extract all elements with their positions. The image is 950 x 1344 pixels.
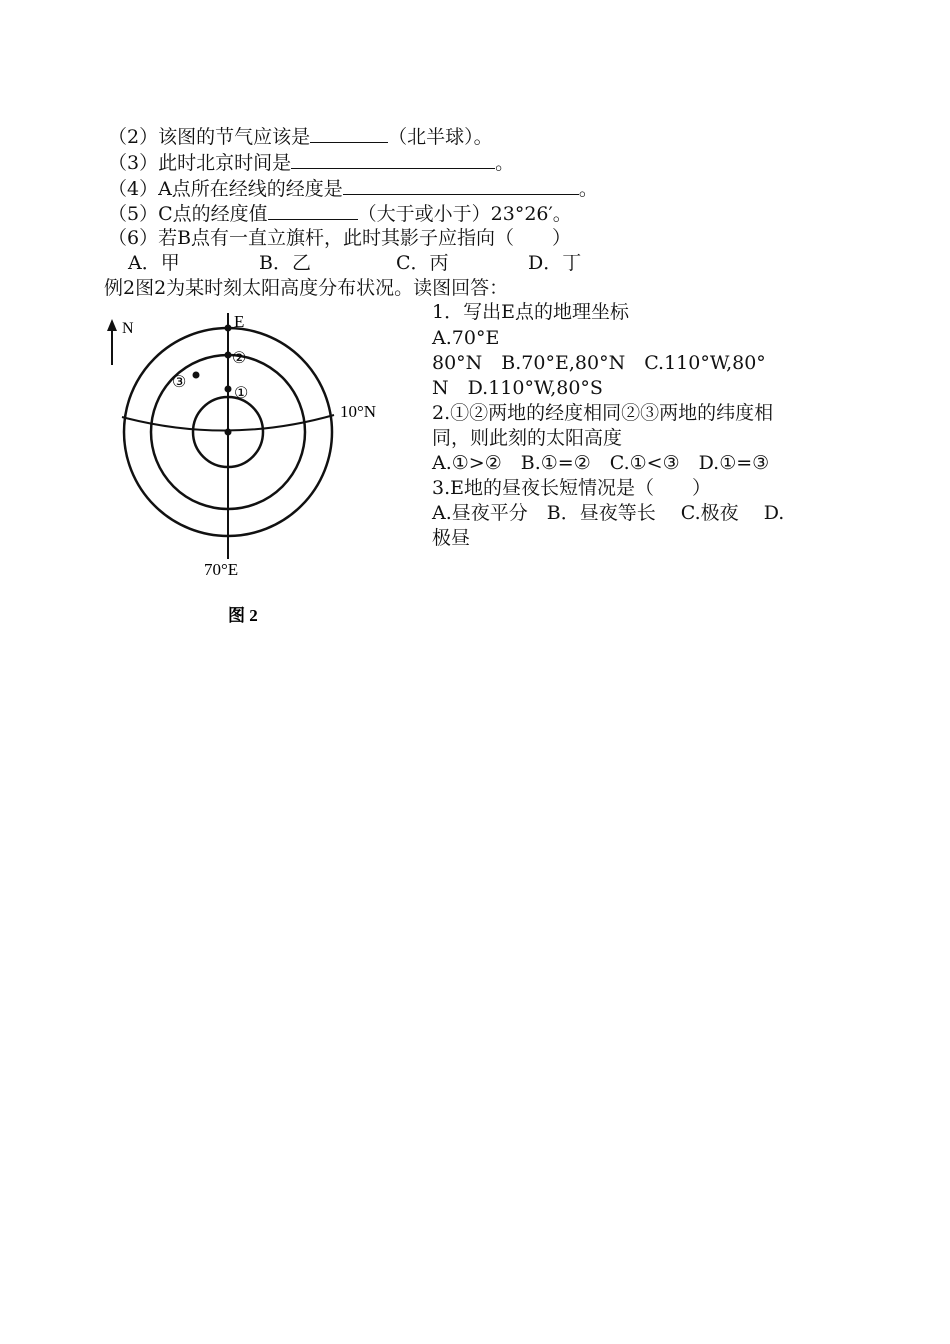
point-e-label: E — [234, 312, 245, 331]
question-3: （3）此时北京时间是 。 — [108, 152, 515, 174]
center-point — [225, 429, 232, 436]
ex2-q3: 3.E地的昼夜长短情况是（ ） — [432, 477, 711, 499]
ex2-q3-options-cont: 极昼 — [432, 527, 471, 549]
example-2-intro: 例2图2为某时刻太阳高度分布状况。读图回答： — [104, 277, 509, 299]
ex2-q2-cont: 同，则此刻的太阳高度 — [432, 427, 623, 449]
longitude-label: 70°E — [204, 560, 239, 579]
figure-caption: 图 2 — [228, 606, 258, 625]
option-a[interactable]: A．甲 — [128, 252, 180, 274]
option-c[interactable]: C．丙 — [396, 252, 449, 274]
answer-blank[interactable] — [268, 201, 358, 220]
answer-blank[interactable] — [291, 150, 495, 169]
answer-blank[interactable] — [310, 124, 388, 143]
question-4: （4）A点所在经线的经度是 。 — [108, 178, 598, 200]
point-1 — [225, 386, 232, 393]
ex2-q1-option-a: A.70°E — [432, 327, 500, 349]
point-2 — [225, 352, 232, 359]
answer-blank[interactable] — [343, 176, 579, 195]
figure-2 — [100, 305, 400, 635]
ex2-q1-options-cont: N D.110°W,80°S — [432, 377, 603, 399]
ex2-q1-options: 80°N B.70°E,80°N C.110°W,80° — [432, 352, 766, 374]
point-2-label: ② — [232, 350, 247, 367]
ex2-q3-options: A.昼夜平分 B．昼夜等长 C.极夜 D. — [432, 502, 785, 524]
north-label: N — [122, 320, 134, 337]
option-d[interactable]: D．丁 — [528, 252, 582, 274]
option-b[interactable]: B．乙 — [259, 252, 311, 274]
ex2-q1: 1．写出E点的地理坐标 — [432, 301, 629, 323]
latitude-label: 10°N — [340, 402, 377, 421]
ex2-q2: 2.①②两地的经度相同②③两地的纬度相 — [432, 402, 774, 424]
question-5: （5）C点的经度值 （大于或小于）23°26′。 — [108, 203, 572, 225]
point-e — [225, 325, 232, 332]
point-3 — [193, 372, 200, 379]
point-1-label: ① — [234, 385, 249, 402]
point-3-label: ③ — [172, 374, 187, 391]
ex2-q2-options: A.①>② B.①=② C.①<③ D.①=③ — [432, 452, 770, 474]
question-6: （6）若B点有一直立旗杆，此时其影子应指向（ ） — [108, 227, 572, 249]
north-arrow-icon — [107, 319, 117, 365]
question-2: （2）该图的节气应该是 （北半球）。 — [108, 126, 493, 148]
